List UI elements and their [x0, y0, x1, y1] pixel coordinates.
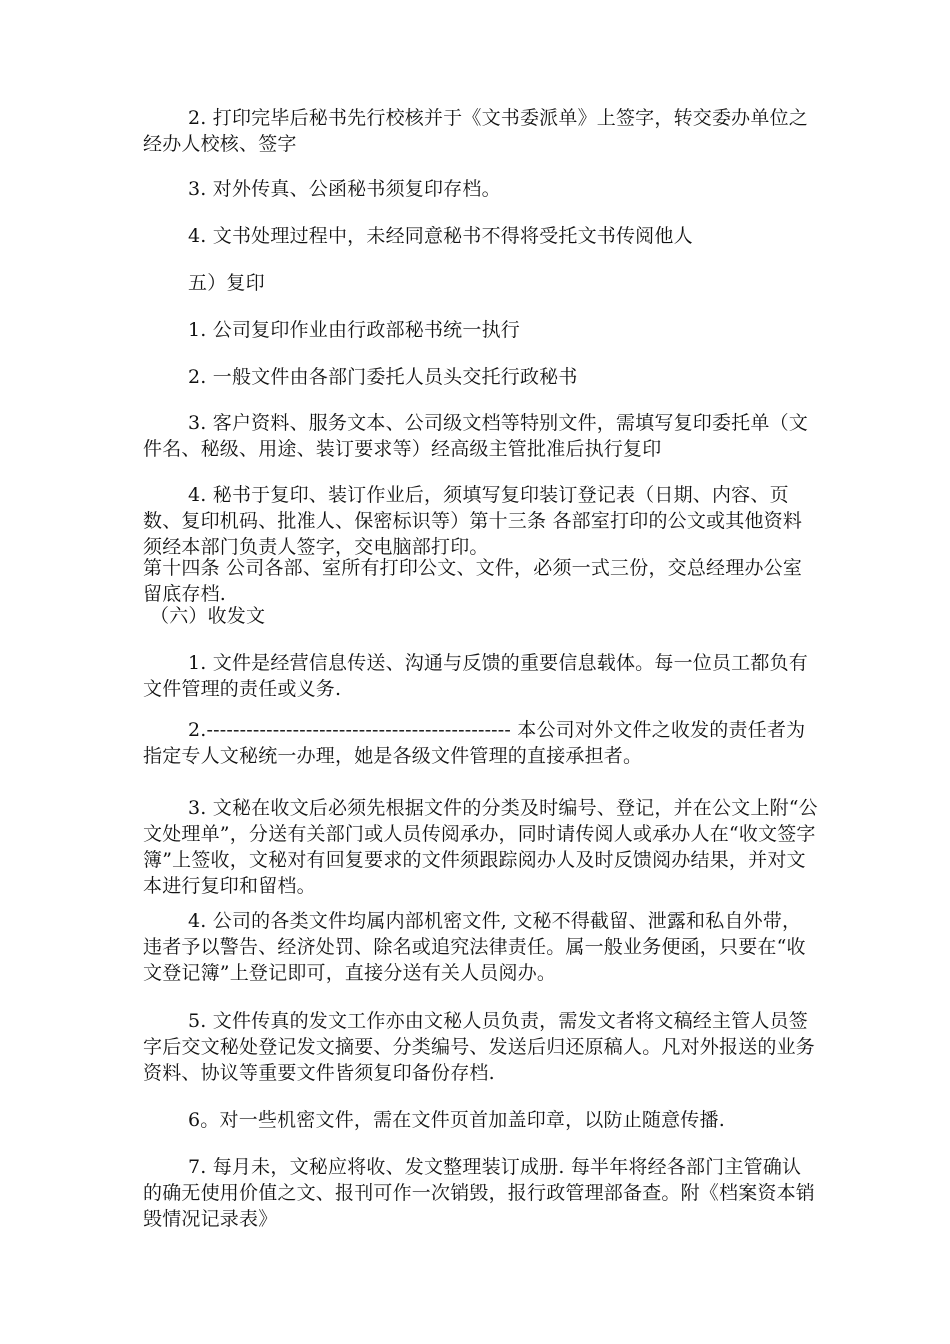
paragraph-general-files: 2. 一般文件由各部门委托人员头交托行政秘书	[188, 366, 578, 388]
paragraph-special-files: 3. 客户资料、服务文本、公司级文档等特别文件，需填写复印委托单（文件名、秘级、用途、装订要求等）经高级主管批准后执行复印	[143, 412, 808, 460]
paragraph-file-importance: 1. 文件是经营信息传送、沟通与反馈的重要信息载体。每一位员工都负有文件管理的责任或义务.	[143, 652, 808, 700]
paragraph-receive-procedure: 3. 文秘在收文后必须先根据文件的分类及时编号、登记，并在公文上附“公文处理单”，分送有关部门或人员传阅承办，同时请传阅人或承办人在“收文签字簿”上签收，文秘对有回复要求的文件须跟踪阅办人及时反馈阅办结果，并对文本进行复印和留档。	[143, 797, 818, 897]
paragraph-copy-unified: 1. 公司复印作业由行政部秘书统一执行	[188, 319, 520, 341]
paragraph-fax-copy: 3. 对外传真、公函秘书须复印存档。	[188, 178, 501, 200]
section-heading-copy: 五）复印	[188, 272, 265, 294]
section-heading-send-receive: （六）收发文	[150, 605, 266, 627]
paragraph-fax-send: 5. 文件传真的发文工作亦由文秘人员负责，需发文者将文稿经主管人员签字后交文秘处登记发文摘要、分类编号、发送后归还原稿人。凡对外报送的业务资料、协议等重要文件皆须复印备份存档.	[143, 1010, 816, 1084]
paragraph-seal: 6。对一些机密文件，需在文件页首加盖印章，以防止随意传播.	[188, 1109, 725, 1131]
paragraph-no-circulation: 4. 文书处理过程中，未经同意秘书不得将受托文书传阅他人	[188, 225, 693, 247]
paragraph-responsible-person: 2.---------------------------------------------- 本公司对外文件之收发的责任者为指定专人文秘统一办理，她是各级文件管理的直接承担者。	[143, 719, 806, 767]
paragraph-confidential: 4. 公司的各类文件均属内部机密文件, 文秘不得截留、泄露和私自外带，违者予以警告、经济处罚、除名或追究法律责任。属一般业务便函，只要在“收文登记簿”上登记即可，直接分送有关人员阅办。	[143, 910, 806, 984]
paragraph-copy-register: 4. 秘书于复印、装订作业后，须填写复印装订登记表（日期、内容、页数、复印机码、批准人、保密标识等）第十三条 各部室打印的公文或其他资料须经本部门负责人签字，交电脑部打印。	[143, 484, 803, 558]
paragraph-article-14: 第十四条 公司各部、室所有打印公文、文件，必须一式三份，交总经理办公室留底存档.	[143, 557, 803, 605]
paragraph-monthly-binding: 7. 每月未，文秘应将收、发文整理装订成册. 每半年将经各部门主管确认的确无使用价值之文、报刊可作一次销毁，报行政管理部备查。附《档案资本销毁情况记录表》	[143, 1156, 816, 1230]
paragraph-print-proofread: 2. 打印完毕后秘书先行校核并于《文书委派单》上签字，转交委办单位之经办人校核、签字	[143, 107, 808, 155]
